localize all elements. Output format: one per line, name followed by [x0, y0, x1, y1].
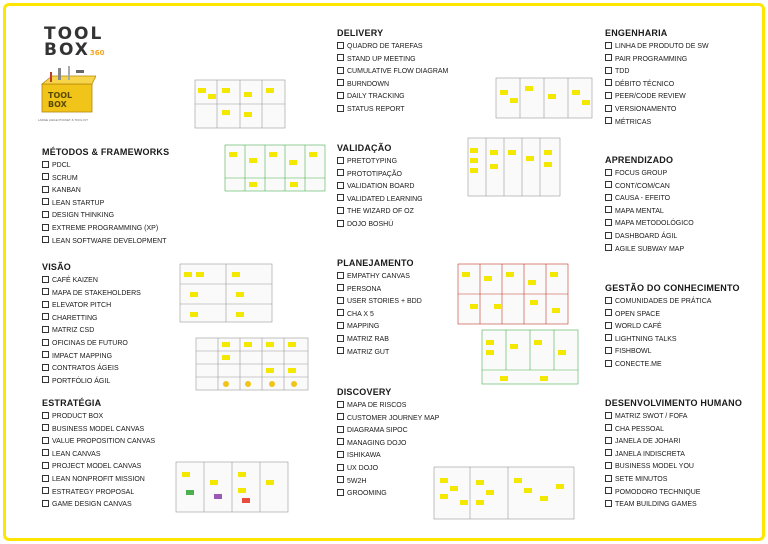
list-item[interactable]: IMPACT MAPPING — [42, 351, 222, 364]
list-item[interactable]: FISHBOWL — [605, 346, 765, 359]
logo-line2: BOX360 — [44, 40, 105, 60]
section-title: PLANEJAMENTO — [337, 258, 414, 268]
list-item[interactable]: USER STORIES + BDD — [337, 296, 507, 309]
list-item[interactable]: STAND UP MEETING — [337, 54, 507, 67]
list-item[interactable]: SETE MINUTOS — [605, 474, 765, 487]
list-item[interactable]: MAPA DE STAKEHOLDERS — [42, 288, 222, 301]
thumb-lean-canvas — [195, 80, 285, 128]
section-title: VISÃO — [42, 262, 72, 272]
list-item[interactable]: JANELA DE JOHARI — [605, 436, 765, 449]
list-item[interactable]: LEAN NONPROFIT MISSION — [42, 474, 222, 487]
list-item[interactable]: LEAN STARTUP — [42, 198, 222, 211]
list-item[interactable]: LIGHTNING TALKS — [605, 334, 765, 347]
list-item[interactable]: WORLD CAFÉ — [605, 321, 765, 334]
list-item[interactable]: CONT/COM/CAN — [605, 181, 755, 194]
list-item[interactable]: GAME DESIGN CANVAS — [42, 499, 222, 512]
list-item[interactable]: DASHBOARD ÁGIL — [605, 231, 755, 244]
list-item[interactable]: LEAN SOFTWARE DEVELOPMENT — [42, 236, 222, 249]
list-item[interactable]: ELEVATOR PITCH — [42, 300, 222, 313]
list-item[interactable]: PEER/CODE REVIEW — [605, 91, 755, 104]
section-title: GESTÃO DO CONHECIMENTO — [605, 283, 740, 293]
list-item[interactable]: CAFÉ KAIZEN — [42, 275, 222, 288]
list-item[interactable]: AGILE SUBWAY MAP — [605, 244, 755, 257]
list-item[interactable]: MATRIZ GUT — [337, 347, 507, 360]
section-title: MÉTODOS & FRAMEWORKS — [42, 147, 170, 157]
list-item[interactable]: COMUNIDADES DE PRÁTICA — [605, 296, 765, 309]
list-item[interactable]: PRETOTYPING — [337, 156, 507, 169]
list-item[interactable]: CONTRATOS ÁGEIS — [42, 363, 222, 376]
list-item[interactable]: KANBAN — [42, 185, 222, 198]
list-item[interactable]: ISHIKAWA — [337, 450, 507, 463]
thumb-scrum-board — [225, 145, 325, 191]
list-item[interactable]: MAPA METODOLÓGICO — [605, 218, 755, 231]
section-title: DELIVERY — [337, 28, 384, 38]
list-item[interactable]: CHA X 5 — [337, 309, 507, 322]
svg-text:BOX: BOX — [48, 100, 67, 109]
list-item[interactable]: QUADRO DE TAREFAS — [337, 41, 507, 54]
list-item[interactable]: OFICINAS DE FUTURO — [42, 338, 222, 351]
section-title: ENGENHARIA — [605, 28, 668, 38]
list-item[interactable]: PAIR PROGRAMMING — [605, 54, 755, 67]
thumb-persona-canvas — [482, 330, 578, 384]
list-item[interactable]: EMPATHY CANVAS — [337, 271, 507, 284]
list-item[interactable]: MATRIZ CSD — [42, 325, 222, 338]
list-item[interactable]: STATUS REPORT — [337, 104, 507, 117]
list-item[interactable]: CUMULATIVE FLOW DIAGRAM — [337, 66, 507, 79]
logo-line1: TOOL — [44, 24, 104, 44]
list-item[interactable]: UX DOJO — [337, 463, 507, 476]
list-item[interactable]: DIAGRAMA SIPOC — [337, 425, 507, 438]
list-item[interactable]: JANELA INDISCRETA — [605, 449, 765, 462]
svg-text:TOOL: TOOL — [48, 91, 73, 100]
list-item[interactable]: CONECTE.ME — [605, 359, 765, 372]
list-item[interactable]: VERSIONAMENTO — [605, 104, 755, 117]
logo-tagline: LARGE AGILE POCKET & TOOL KIT — [38, 118, 88, 122]
list-item[interactable]: CAUSA - EFEITO — [605, 193, 755, 206]
list-item[interactable]: PORTFÓLIO ÁGIL — [42, 376, 222, 389]
list-item[interactable]: DAILY TRACKING — [337, 91, 507, 104]
list-item[interactable]: PERSONA — [337, 284, 507, 297]
list-item[interactable]: THE WIZARD OF OZ — [337, 206, 507, 219]
list-item[interactable]: MÉTRICAS — [605, 117, 755, 130]
thumb-product-box — [176, 462, 288, 512]
list-item[interactable]: LEAN CANVAS — [42, 449, 222, 462]
section-title: VALIDAÇÃO — [337, 143, 392, 153]
list-item[interactable]: CHARETTING — [42, 313, 222, 326]
section-title: APRENDIZADO — [605, 155, 674, 165]
thumb-grooming-board — [434, 467, 574, 519]
list-item[interactable]: OPEN SPACE — [605, 309, 765, 322]
list-item[interactable]: MAPA DE RISCOS — [337, 400, 507, 413]
list-item[interactable]: VALUE PROPOSITION CANVAS — [42, 436, 222, 449]
list-item[interactable]: MAPPING — [337, 321, 507, 334]
list-item[interactable]: MATRIZ SWOT / FOFA — [605, 411, 765, 424]
list-item[interactable]: BURNDOWN — [337, 79, 507, 92]
list-item[interactable]: FOCUS GROUP — [605, 168, 755, 181]
list-item[interactable]: MAPA MENTAL — [605, 206, 755, 219]
section-title: DISCOVERY — [337, 387, 392, 397]
list-item[interactable]: PDCL — [42, 160, 222, 173]
list-item[interactable]: PRODUCT BOX — [42, 411, 222, 424]
list-item[interactable]: PROTOTIPAÇÃO — [337, 169, 507, 182]
list-item[interactable]: DÉBITO TÉCNICO — [605, 79, 755, 92]
logo-suffix: 360 — [89, 49, 105, 57]
list-item[interactable]: DOJO BOSHÚ — [337, 219, 507, 232]
list-item[interactable]: PROJECT MODEL CANVAS — [42, 461, 222, 474]
list-item[interactable]: SCRUM — [42, 173, 222, 186]
list-item[interactable]: TEAM BUILDING GAMES — [605, 499, 765, 512]
list-item[interactable]: 5W2H — [337, 476, 507, 489]
list-item[interactable]: LINHA DE PRODUTO DE SW — [605, 41, 755, 54]
list-item[interactable]: GROOMING — [337, 488, 507, 501]
list-item[interactable]: DESIGN THINKING — [42, 210, 222, 223]
section-title: ESTRATÉGIA — [42, 398, 102, 408]
list-item[interactable]: TDD — [605, 66, 755, 79]
list-item[interactable]: CHA PESSOAL — [605, 424, 765, 437]
section-title: DESENVOLVIMENTO HUMANO — [605, 398, 743, 408]
list-item[interactable]: BUSINESS MODEL CANVAS — [42, 424, 222, 437]
list-item[interactable]: VALIDATED LEARNING — [337, 194, 507, 207]
list-item[interactable]: BUSINESS MODEL YOU — [605, 461, 765, 474]
list-item[interactable]: ESTRATEGY PROPOSAL — [42, 487, 222, 500]
list-item[interactable]: EXTREME PROGRAMMING (XP) — [42, 223, 222, 236]
list-item[interactable]: MANAGING DOJO — [337, 438, 507, 451]
list-item[interactable]: CUSTOMER JOURNEY MAP — [337, 413, 507, 426]
list-item[interactable]: POMODORO TECHNIQUE — [605, 487, 765, 500]
list-item[interactable]: MATRIZ RAB — [337, 334, 507, 347]
list-item[interactable]: VALIDATION BOARD — [337, 181, 507, 194]
